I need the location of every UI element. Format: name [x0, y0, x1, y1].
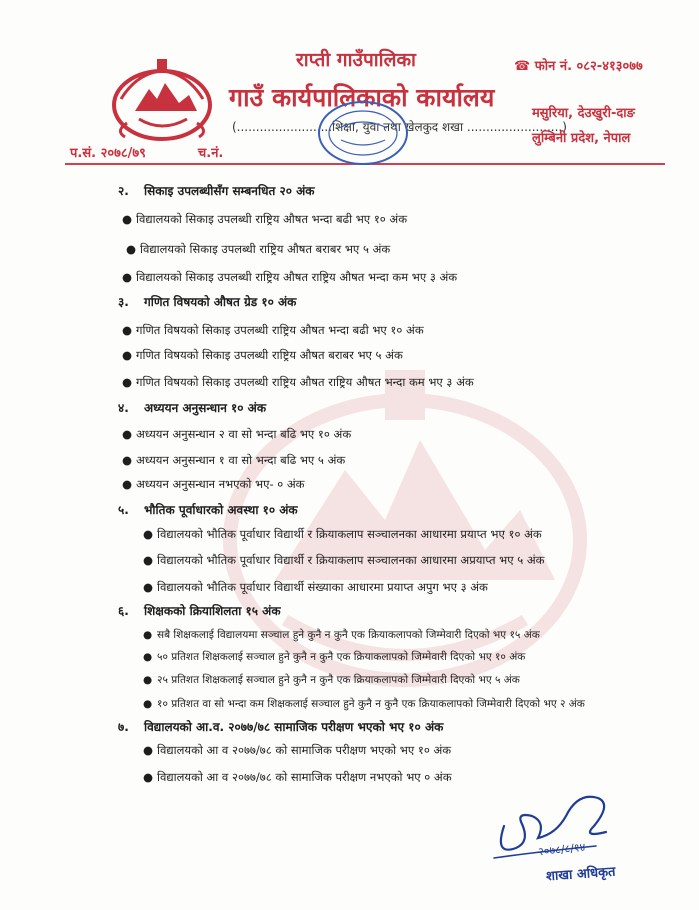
municipality-name: राप्ती गाउँपालिका — [296, 49, 416, 71]
nepal-emblem-logo — [107, 53, 217, 143]
list-item: ● सबै शिक्षकलाई विद्यालयमा सञ्चाल हुने कुनै न कुनै एक क्रियाकलापको जिम्मेवारी दिएको भए १५ अंक — [143, 629, 540, 641]
list-item: ● गणित विषयको सिकाइ उपलब्धी राष्ट्रिय औषत भन्दा बढी भए १० अंक — [122, 323, 424, 337]
list-item: ● विद्यालयको भौतिक पूर्वाधार विद्यार्थी र क्रियाकलाप सञ्चालनका आधारमा अप्रयाप्त भए ५ अंक — [143, 553, 545, 567]
address-line-1: मसुरिया, देउखुरी-दाङ — [532, 106, 635, 121]
list-item: ● विद्यालयको सिकाइ उपलब्धी राष्ट्रिय औषत भन्दा बढी भए १० अंक — [122, 212, 408, 226]
dispatch-number-label: च.नं. — [198, 146, 224, 161]
list-item: ● विद्यालयको भौतिक पूर्वाधार विद्यार्थी र क्रियाकलाप सञ्चालनका आधारमा प्रयाप्त भए १० अंक — [143, 527, 542, 541]
section-heading: ६. शिक्षकको क्रियाशिलता १५ अंक — [118, 604, 281, 618]
signature-date: २०७८/८/१४ — [537, 840, 587, 859]
office-stamp — [315, 98, 411, 168]
list-item: ● विद्यालयको सिकाइ उपलब्धी राष्ट्रिय औषत बराबर भए ५ अंक — [126, 242, 391, 256]
section-heading: २. सिकाइ उपलब्धीसँग सम्बनधित २० अंक — [118, 184, 315, 198]
phone-number: ☎ फोन नं. ०८२-४१३०७७ — [514, 59, 643, 74]
list-item: ● विद्यालयको भौतिक पूर्वाधार विद्यार्थी संख्याका आधारमा प्रयाप्त अपुग भए ३ अंक — [143, 580, 488, 594]
list-item: ● विद्यालयको आ व २०७७/७८ को सामाजिक परीक्षण भएको भए १० अंक — [143, 743, 452, 757]
list-item: ● १० प्रतिशत वा सो भन्दा कम शिक्षकलाई सञ्चाल हुने कुनै न कुनै एक क्रियाकलापको जिम्मेवारी दिएको भए २ अंक — [143, 698, 585, 710]
list-item: ● विद्यालयको आ व २०७७/७८ को सामाजिक परीक्षण नभएको भए ० अंक — [143, 770, 452, 784]
section-heading: ५. भौतिक पूर्वाधारको अवस्था १० अंक — [118, 503, 298, 517]
list-item: ● अध्ययन अनुसन्धान नभएको भए- ० अंक — [122, 477, 305, 491]
list-item: ● अध्ययन अनुसन्धान २ वा सो भन्दा बढि भए १० अंक — [122, 427, 352, 441]
section-heading: ३. गणित विषयको औषत ग्रेड १० अंक — [118, 295, 297, 309]
section-heading: ७. विद्यालयको आ.व. २०७७/७८ सामाजिक परीक्षण भएको भए १० अंक — [118, 720, 444, 734]
list-item: ● अध्ययन अनुसन्धान १ वा सो भन्दा बढि भए ५ अंक — [122, 453, 346, 467]
list-item: ● विद्यालयको सिकाइ उपलब्धी राष्ट्रिय औषत राष्ट्रिय औषत भन्दा कम भए ३ अंक — [122, 270, 458, 284]
signatory-title: शाखा अधिकृत — [545, 864, 616, 885]
address-line-2: लुम्बिनी प्रदेश, नेपाल — [532, 131, 631, 146]
section-name: (.........................शिक्षा, युवा तथा खेलकुद शखा .........................) — [232, 120, 567, 134]
list-item: ● ५० प्रतिशत शिक्षकलाई सञ्चाल हुने कुनै न कुनै एक क्रियाकलापको जिम्मेवारी दिएको भए १० अंक — [143, 651, 526, 663]
section-heading: ४. अध्ययन अनुसन्धान १० अंक — [118, 401, 267, 415]
office-name: गाउँ कार्यपालिकाको कार्यालय — [229, 83, 495, 112]
letter-reference-number: प.सं. २०७८/७९ — [70, 146, 146, 161]
list-item: ● २५ प्रतिशत शिक्षकलाई सञ्चाल हुने कुनै न कुनै एक क्रियाकलापको जिम्मेवारी दिएको भए ५ अंक — [143, 674, 520, 686]
list-item: ● गणित विषयको सिकाइ उपलब्धी राष्ट्रिय औषत बराबर भए ५ अंक — [122, 348, 403, 362]
list-item: ● गणित विषयको सिकाइ उपलब्धी राष्ट्रिय औषत राष्ट्रिय औषत भन्दा कम भए ३ अंक — [122, 375, 474, 389]
